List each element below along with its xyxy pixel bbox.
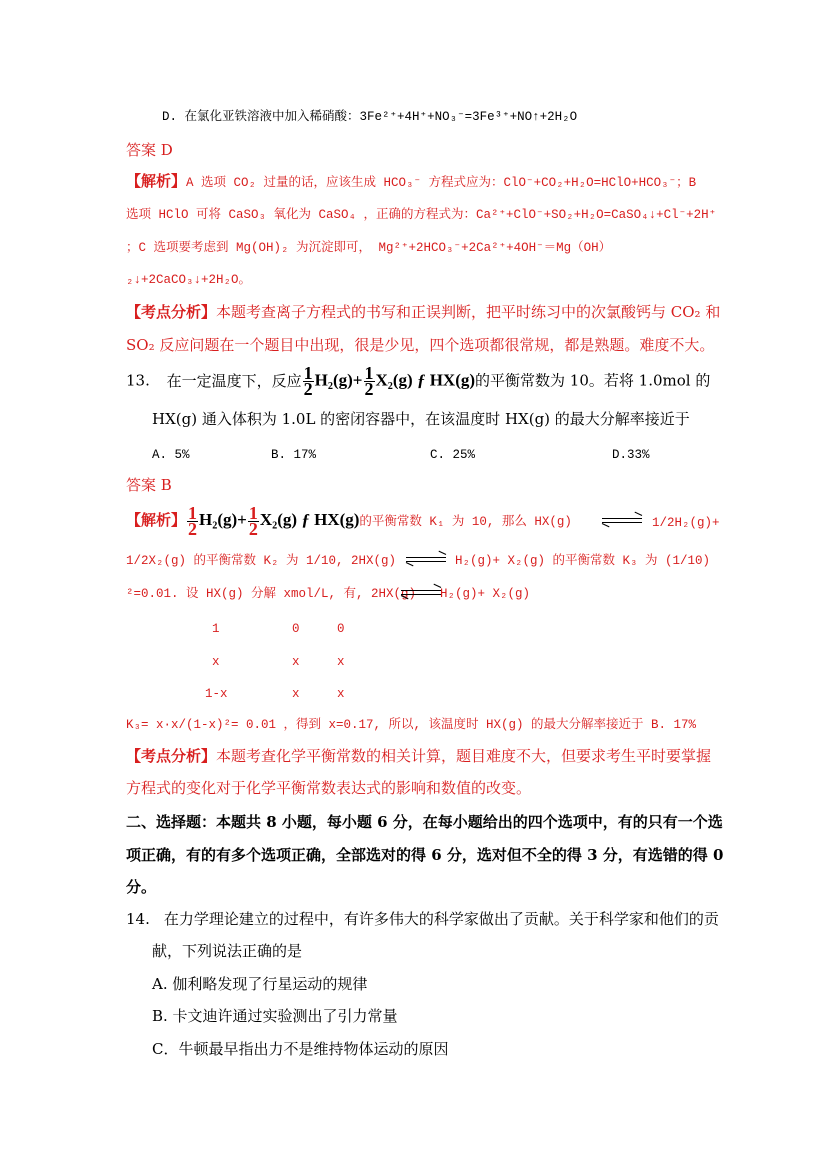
q12-point-line2: SO₂ 反应问题在一个题目中出现，很是少见，四个选项都很常规，都是熟题。难度不大。 (126, 336, 715, 354)
table-cell: x (292, 687, 300, 701)
table-cell: 1 (212, 622, 220, 636)
q13-option-c: C. 25% (430, 448, 476, 462)
q13-analysis-line1: 【解析】 $\frac{1}{2}$ H₂(g)+ $\frac{1}{2}$ X₂(g) ƒ HX(g)的平衡常数 K₁ 为 10, 那么 HX(g) (126, 503, 572, 540)
q13-stem-line2: HX(g) 通入体积为 1.0L 的密闭容器中，在该温度时 HX(g) 的最大分解率接近于 (152, 410, 690, 428)
q14-option-c: C．牛顿最早指出力不是维持物体运动的原因 (152, 1040, 449, 1058)
q13-analysis-line3a: ²=0.01. 设 HX(g) 分解 xmol/L, 有, 2HX(g) (126, 587, 417, 601)
equilibrium-arrow-icon (401, 588, 441, 598)
q13-number: 13. (126, 371, 150, 390)
table-cell: x (292, 655, 300, 669)
equilibrium-arrow-icon (602, 516, 642, 526)
equilibrium-arrow-icon (406, 555, 446, 565)
analysis-tag: 【解析】 (126, 174, 187, 191)
q13-option-d: D.33% (612, 448, 650, 462)
q12-point-line1: 【考点分析】本题考查离子方程式的书写和正误判断，把平时练习中的次氯酸钙与 CO₂ 和 (126, 303, 721, 321)
fraction-half: $\frac{1}{2}$ (303, 363, 313, 399)
q12-analysis-line1: 【解析】A 选项 CO₂ 过量的话，应该生成 HCO₃⁻ 方程式应为：ClO⁻+CO₂+H₂O=HClO+HCO₃⁻；B (126, 174, 697, 191)
q13-analysis-line1-end: 1/2H₂(g)+ (652, 516, 720, 530)
q12-answer: 答案 D (126, 141, 173, 159)
q12-option-d: D. 在氯化亚铁溶液中加入稀硝酸：3Fe²⁺+4H⁺+NO₃⁻=3Fe³⁺+NO↑+2H₂O (162, 110, 578, 124)
q13-analysis-line2b: H₂(g)+ X₂(g) 的平衡常数 K₃ 为 (1/10) (455, 554, 711, 568)
q12-analysis-line3: ；C 选项要考虑到 Mg(OH)₂ 为沉淀即可， Mg²⁺+2HCO₃⁻+2Ca²⁺+4OH⁻＝Mg（OH） (126, 241, 612, 255)
q13-point-line2: 方程式的变化对于化学平衡常数表达式的影响和数值的改变。 (126, 779, 532, 797)
section2-heading-line3: 分。 (126, 878, 157, 896)
q14-stem-line1: 14. 在力学理论建立的过程中，有许多伟大的科学家做出了贡献。关于科学家和他们的贡 (126, 910, 719, 928)
q14-stem-line2: 献，下列说法正确的是 (152, 942, 303, 960)
table-cell: x (212, 655, 220, 669)
point-tag: 【考点分析】 (126, 303, 217, 321)
q13-analysis-line4: K₃= x·x/(1-x)²= 0.01 ，得到 x=0.17, 所以, 该温度时 HX(g) 的最大分解率接近于 B. 17% (126, 718, 697, 732)
table-cell: x (337, 687, 345, 701)
q13-stem-line1: 13. 在一定温度下，反应 $\frac{1}{2}$ H₂(g)+ $\frac{1}{2}$ X₂(g) ƒ HX(g)的平衡常数为 10。若将 1.0mol 的 (126, 363, 711, 399)
table-cell: 0 (292, 622, 300, 636)
section2-heading-line1: 二、选择题：本题共 8 小题，每小题 6 分，在每小题给出的四个选项中，有的只有一个选 (126, 813, 723, 831)
q13-option-a: A. 5% (152, 448, 190, 462)
q14-number: 14. (126, 910, 150, 928)
section2-heading-line2: 项正确，有的有多个选项正确，全部选对的得 6 分，选对但不全的得 3 分，有选错的得 0 (126, 846, 724, 864)
table-cell: x (337, 655, 345, 669)
q13-answer: 答案 B (126, 476, 172, 494)
q13-option-b: B. 17% (271, 448, 317, 462)
q14-option-a: A. 伽利略发现了行星运动的规律 (152, 975, 368, 993)
table-cell: 1-x (205, 687, 228, 701)
q13-point-line1: 【考点分析】本题考查化学平衡常数的相关计算，题目难度不大，但要求考生平时要掌握 (126, 747, 712, 765)
q14-option-b: B. 卡文迪许通过实验测出了引力常量 (152, 1007, 398, 1025)
table-cell: 0 (337, 622, 345, 636)
q12-analysis-line4: ₂↓+2CaCO₃↓+2H₂O。 (126, 273, 252, 287)
q13-analysis-line3b: H₂(g)+ X₂(g) (440, 587, 531, 601)
q13-analysis-line2a: 1/2X₂(g) 的平衡常数 K₂ 为 1/10, 2HX(g) (126, 554, 397, 568)
q12-analysis-line2: 选项 HClO 可将 CaSO₃ 氧化为 CaSO₄ ，正确的方程式为：Ca²⁺+ClO⁻+SO₂+H₂O=CaSO₄↓+Cl⁻+2H⁺ (126, 208, 717, 222)
